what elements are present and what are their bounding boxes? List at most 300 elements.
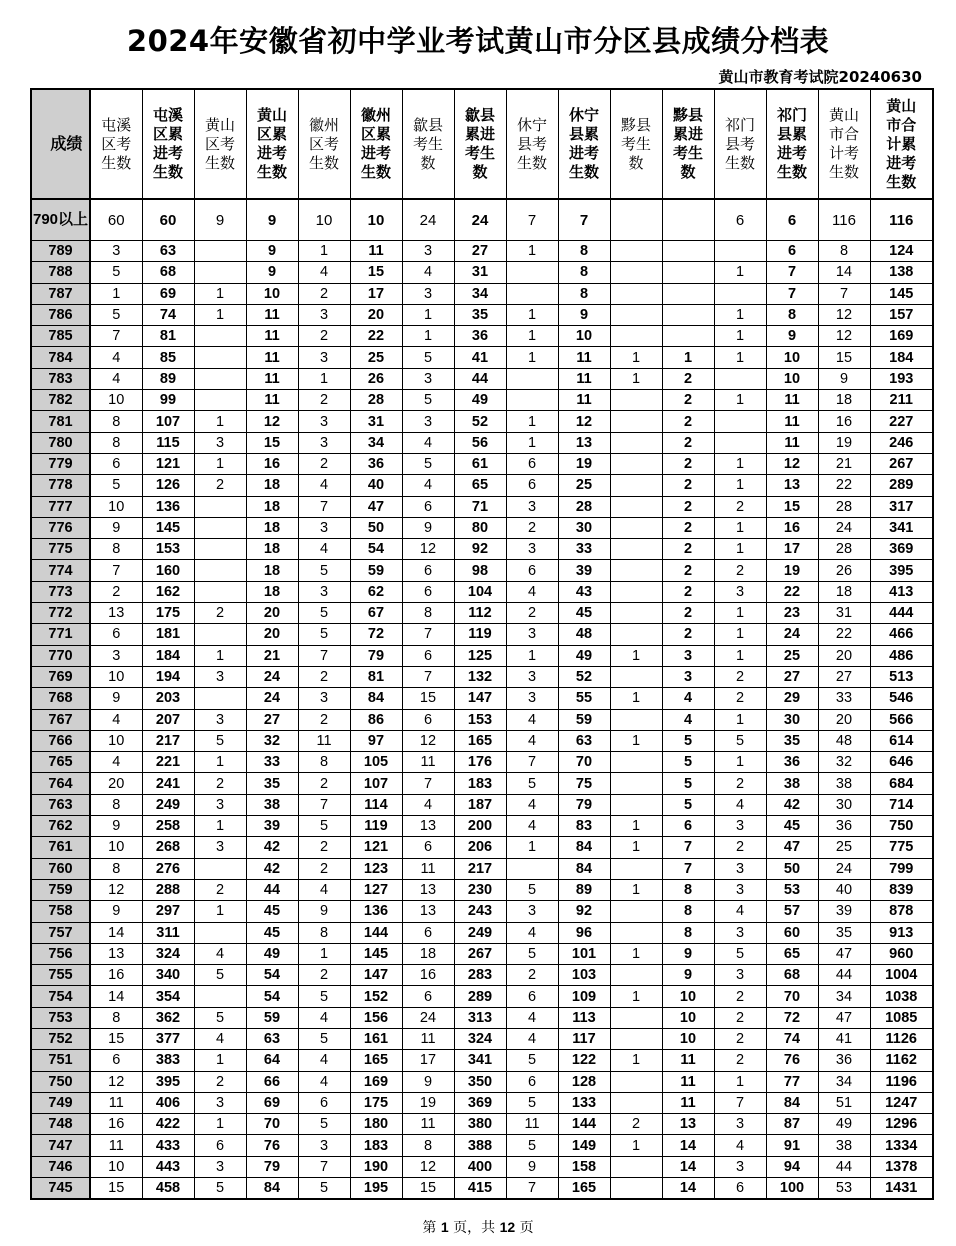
table-row — [31, 624, 933, 645]
column-header — [870, 89, 933, 199]
table-cell: 32 — [818, 752, 870, 773]
table-cell: 79 — [350, 645, 402, 666]
table-cell: 11 — [766, 390, 818, 411]
table-cell — [610, 794, 662, 815]
table-cell — [506, 858, 558, 879]
table-cell: 11 — [90, 1092, 142, 1113]
table-cell: 283 — [454, 965, 506, 986]
table-cell: 10 — [90, 730, 142, 751]
table-cell: 28 — [350, 390, 402, 411]
table-cell: 2 — [662, 560, 714, 581]
table-cell: 144 — [350, 922, 402, 943]
table-cell: 2 — [298, 773, 350, 794]
table-cell: 1 — [194, 1114, 246, 1135]
score-cell: 746 — [31, 1156, 90, 1177]
table-cell: 714 — [870, 794, 933, 815]
table-cell — [610, 581, 662, 602]
table-cell: 3 — [402, 241, 454, 262]
table-cell: 6 — [298, 1092, 350, 1113]
score-cell: 787 — [31, 283, 90, 304]
table-cell — [610, 603, 662, 624]
table-cell: 9 — [90, 517, 142, 538]
table-cell: 42 — [766, 794, 818, 815]
table-cell: 227 — [870, 411, 933, 432]
table-cell — [662, 326, 714, 347]
table-cell — [610, 624, 662, 645]
table-cell: 18 — [246, 496, 298, 517]
table-cell: 11 — [402, 1114, 454, 1135]
table-cell: 19 — [818, 432, 870, 453]
table-cell: 1 — [90, 283, 142, 304]
table-cell: 8 — [558, 241, 610, 262]
table-cell: 4 — [402, 794, 454, 815]
table-cell: 9 — [662, 965, 714, 986]
table-cell: 2 — [506, 603, 558, 624]
table-cell — [194, 539, 246, 560]
table-cell: 4 — [662, 688, 714, 709]
table-cell: 47 — [818, 1007, 870, 1028]
table-cell: 5 — [298, 603, 350, 624]
table-cell: 8 — [662, 879, 714, 900]
table-cell: 27 — [766, 666, 818, 687]
table-cell: 14 — [662, 1135, 714, 1156]
table-cell: 136 — [350, 901, 402, 922]
table-cell: 7 — [506, 199, 558, 241]
column-header-label: 黟县考生数 — [620, 116, 651, 172]
table-cell: 10 — [90, 1156, 142, 1177]
table-row — [31, 837, 933, 858]
table-cell: 57 — [766, 901, 818, 922]
column-header-label: 黟县累进考生数 — [672, 107, 703, 181]
footer-page-number: 1 — [440, 1219, 449, 1235]
table-cell: 5 — [714, 943, 766, 964]
table-cell: 6 — [714, 199, 766, 241]
table-cell: 566 — [870, 709, 933, 730]
table-cell: 288 — [142, 879, 194, 900]
table-body — [31, 199, 933, 1199]
table-cell: 28 — [818, 496, 870, 517]
table-cell: 107 — [350, 773, 402, 794]
table-cell: 31 — [350, 411, 402, 432]
table-cell: 324 — [454, 1028, 506, 1049]
table-cell: 70 — [246, 1114, 298, 1135]
table-cell: 65 — [454, 475, 506, 496]
table-cell: 121 — [350, 837, 402, 858]
table-cell: 369 — [870, 539, 933, 560]
table-cell: 3 — [506, 539, 558, 560]
table-cell: 5 — [90, 304, 142, 325]
table-cell: 7 — [506, 752, 558, 773]
table-cell: 16 — [90, 1114, 142, 1135]
table-cell — [610, 199, 662, 241]
table-row — [31, 901, 933, 922]
table-cell: 20 — [818, 709, 870, 730]
table-cell: 39 — [558, 560, 610, 581]
table-cell: 27 — [454, 241, 506, 262]
table-cell: 180 — [350, 1114, 402, 1135]
table-cell: 36 — [454, 326, 506, 347]
table-cell — [610, 496, 662, 517]
table-cell: 2 — [714, 773, 766, 794]
table-row — [31, 1028, 933, 1049]
table-cell: 1 — [714, 752, 766, 773]
table-cell: 158 — [558, 1156, 610, 1177]
table-cell: 48 — [558, 624, 610, 645]
score-cell: 756 — [31, 943, 90, 964]
table-cell: 377 — [142, 1028, 194, 1049]
table-cell: 165 — [558, 1178, 610, 1200]
table-cell: 24 — [818, 858, 870, 879]
table-cell — [610, 475, 662, 496]
table-cell: 36 — [350, 453, 402, 474]
table-cell: 646 — [870, 752, 933, 773]
table-cell: 2 — [298, 453, 350, 474]
table-cell: 48 — [818, 730, 870, 751]
table-cell: 9 — [194, 199, 246, 241]
score-cell: 771 — [31, 624, 90, 645]
table-cell: 9 — [818, 368, 870, 389]
table-cell: 1 — [610, 645, 662, 666]
column-header-label: 黄山区累进考生数 — [256, 107, 287, 181]
table-cell: 33 — [246, 752, 298, 773]
score-cell: 776 — [31, 517, 90, 538]
table-cell: 11 — [402, 752, 454, 773]
table-cell: 6 — [402, 496, 454, 517]
table-cell: 3 — [402, 411, 454, 432]
table-cell — [610, 432, 662, 453]
table-cell: 7 — [298, 794, 350, 815]
table-cell: 63 — [142, 241, 194, 262]
column-header-label: 祁门县考生数 — [724, 116, 755, 172]
table-cell: 11 — [558, 368, 610, 389]
table-cell: 7 — [714, 1092, 766, 1113]
table-cell: 11 — [662, 1071, 714, 1092]
table-cell: 2 — [506, 965, 558, 986]
table-cell: 1 — [298, 368, 350, 389]
table-cell: 2 — [662, 432, 714, 453]
table-row — [31, 666, 933, 687]
table-cell: 12 — [402, 730, 454, 751]
score-cell: 747 — [31, 1135, 90, 1156]
table-cell: 317 — [870, 496, 933, 517]
table-cell: 1 — [610, 816, 662, 837]
table-cell — [610, 858, 662, 879]
table-cell: 4 — [194, 943, 246, 964]
table-cell: 7 — [558, 199, 610, 241]
table-cell: 3 — [714, 965, 766, 986]
table-cell: 17 — [402, 1050, 454, 1071]
table-row — [31, 1135, 933, 1156]
table-cell: 6 — [402, 922, 454, 943]
table-cell: 2 — [714, 1050, 766, 1071]
table-cell — [506, 390, 558, 411]
table-row — [31, 603, 933, 624]
table-cell — [194, 326, 246, 347]
table-cell: 15 — [766, 496, 818, 517]
table-row — [31, 241, 933, 262]
table-cell: 47 — [766, 837, 818, 858]
table-cell: 2 — [194, 603, 246, 624]
table-cell — [194, 858, 246, 879]
table-cell — [194, 986, 246, 1007]
table-cell: 24 — [402, 199, 454, 241]
table-row — [31, 1050, 933, 1071]
table-cell: 7 — [298, 496, 350, 517]
table-cell: 12 — [246, 411, 298, 432]
table-cell: 114 — [350, 794, 402, 815]
table-cell: 12 — [402, 1156, 454, 1177]
table-cell: 3 — [298, 411, 350, 432]
table-cell: 175 — [350, 1092, 402, 1113]
table-cell: 6 — [714, 1178, 766, 1200]
table-cell: 8 — [90, 1007, 142, 1028]
table-cell: 183 — [350, 1135, 402, 1156]
table-cell: 61 — [454, 453, 506, 474]
table-cell: 15 — [246, 432, 298, 453]
table-cell: 84 — [558, 837, 610, 858]
table-header-row — [31, 89, 933, 199]
table-cell — [194, 581, 246, 602]
table-cell: 3 — [662, 666, 714, 687]
score-cell: 768 — [31, 688, 90, 709]
table-cell: 49 — [246, 943, 298, 964]
table-cell: 68 — [142, 262, 194, 283]
table-cell: 96 — [558, 922, 610, 943]
table-cell: 1 — [714, 347, 766, 368]
score-cell: 758 — [31, 901, 90, 922]
table-cell: 913 — [870, 922, 933, 943]
table-cell: 25 — [818, 837, 870, 858]
table-cell: 42 — [246, 837, 298, 858]
table-cell: 1 — [194, 453, 246, 474]
table-cell: 4 — [298, 1050, 350, 1071]
table-cell: 4 — [506, 709, 558, 730]
column-header-label: 屯溪区考生数 — [101, 116, 132, 172]
table-cell: 11 — [558, 347, 610, 368]
table-cell: 3 — [402, 368, 454, 389]
score-cell: 782 — [31, 390, 90, 411]
column-header — [350, 89, 402, 199]
table-cell: 56 — [454, 432, 506, 453]
score-cell: 777 — [31, 496, 90, 517]
table-cell: 16 — [402, 965, 454, 986]
table-cell: 3 — [298, 1135, 350, 1156]
table-cell — [714, 368, 766, 389]
table-cell: 11 — [90, 1135, 142, 1156]
table-cell: 3 — [194, 794, 246, 815]
table-cell — [662, 283, 714, 304]
column-header — [298, 89, 350, 199]
table-cell: 81 — [350, 666, 402, 687]
table-cell: 22 — [766, 581, 818, 602]
table-cell: 1 — [194, 283, 246, 304]
score-cell: 749 — [31, 1092, 90, 1113]
column-header-label: 休宁县累进考生数 — [568, 107, 599, 181]
table-cell: 200 — [454, 816, 506, 837]
table-cell: 8 — [818, 241, 870, 262]
table-cell: 2 — [662, 603, 714, 624]
table-cell: 1 — [194, 752, 246, 773]
table-cell — [610, 901, 662, 922]
table-cell: 3 — [194, 1092, 246, 1113]
score-cell: 781 — [31, 411, 90, 432]
table-cell: 49 — [454, 390, 506, 411]
table-cell: 79 — [558, 794, 610, 815]
table-cell: 4 — [714, 901, 766, 922]
table-cell: 113 — [558, 1007, 610, 1028]
table-cell: 1 — [194, 645, 246, 666]
score-cell: 752 — [31, 1028, 90, 1049]
table-cell: 71 — [454, 496, 506, 517]
table-cell: 2 — [662, 517, 714, 538]
table-cell: 8 — [402, 603, 454, 624]
table-cell: 27 — [818, 666, 870, 687]
table-cell: 3 — [298, 517, 350, 538]
table-row — [31, 517, 933, 538]
table-row — [31, 368, 933, 389]
table-cell: 513 — [870, 666, 933, 687]
table-cell: 8 — [90, 432, 142, 453]
table-cell: 80 — [454, 517, 506, 538]
table-cell: 8 — [558, 283, 610, 304]
table-row — [31, 858, 933, 879]
table-cell: 20 — [818, 645, 870, 666]
table-cell: 24 — [818, 517, 870, 538]
table-cell: 2 — [298, 858, 350, 879]
table-cell: 4 — [90, 709, 142, 730]
table-cell: 406 — [142, 1092, 194, 1113]
page-footer — [0, 1217, 956, 1237]
table-cell: 458 — [142, 1178, 194, 1200]
table-cell: 5 — [194, 1178, 246, 1200]
table-cell: 5 — [90, 475, 142, 496]
table-cell: 119 — [454, 624, 506, 645]
table-cell: 297 — [142, 901, 194, 922]
table-cell: 19 — [558, 453, 610, 474]
table-cell: 35 — [454, 304, 506, 325]
table-cell: 9 — [558, 304, 610, 325]
table-cell: 3 — [298, 304, 350, 325]
table-cell: 8 — [402, 1135, 454, 1156]
score-cell: 761 — [31, 837, 90, 858]
table-cell: 3 — [194, 432, 246, 453]
table-cell: 341 — [454, 1050, 506, 1071]
table-cell: 4 — [298, 539, 350, 560]
table-cell: 6 — [766, 199, 818, 241]
table-cell: 5 — [662, 730, 714, 751]
table-cell — [610, 922, 662, 943]
table-cell: 4 — [90, 752, 142, 773]
table-cell: 466 — [870, 624, 933, 645]
table-cell: 30 — [766, 709, 818, 730]
table-cell — [610, 304, 662, 325]
column-header-label: 休宁县考生数 — [516, 116, 547, 172]
table-cell: 69 — [142, 283, 194, 304]
table-row — [31, 688, 933, 709]
table-cell — [610, 752, 662, 773]
table-cell: 5 — [402, 390, 454, 411]
table-cell: 84 — [350, 688, 402, 709]
score-cell: 766 — [31, 730, 90, 751]
table-cell: 1 — [402, 304, 454, 325]
table-cell: 11 — [662, 1092, 714, 1113]
table-cell: 5 — [714, 730, 766, 751]
column-header-label: 祁门县累进考生数 — [776, 107, 807, 181]
table-cell: 10 — [90, 390, 142, 411]
table-cell: 2 — [506, 517, 558, 538]
table-cell: 5 — [194, 965, 246, 986]
table-cell: 11 — [402, 858, 454, 879]
table-cell: 145 — [870, 283, 933, 304]
table-cell: 162 — [142, 581, 194, 602]
table-cell: 85 — [142, 347, 194, 368]
table-cell — [714, 411, 766, 432]
table-cell: 11 — [558, 390, 610, 411]
table-cell — [194, 517, 246, 538]
table-cell: 2 — [714, 688, 766, 709]
table-cell: 9 — [402, 1071, 454, 1092]
table-cell: 395 — [870, 560, 933, 581]
table-cell — [610, 1092, 662, 1113]
table-cell: 11 — [662, 1050, 714, 1071]
table-cell: 2 — [662, 624, 714, 645]
table-row — [31, 794, 933, 815]
table-cell: 6 — [506, 453, 558, 474]
column-header — [610, 89, 662, 199]
table-cell: 4 — [402, 262, 454, 283]
table-cell: 9 — [298, 901, 350, 922]
table-cell: 119 — [350, 816, 402, 837]
table-cell — [610, 326, 662, 347]
table-cell: 20 — [246, 603, 298, 624]
table-cell: 1 — [610, 879, 662, 900]
table-cell: 5 — [662, 752, 714, 773]
table-cell: 5 — [662, 773, 714, 794]
score-cell: 763 — [31, 794, 90, 815]
table-cell: 3 — [298, 688, 350, 709]
footer-prefix: 第 — [422, 1220, 437, 1236]
table-cell: 415 — [454, 1178, 506, 1200]
table-cell: 10 — [662, 1028, 714, 1049]
table-cell — [506, 262, 558, 283]
table-cell: 26 — [818, 560, 870, 581]
table-cell: 7 — [402, 666, 454, 687]
table-cell: 8 — [662, 901, 714, 922]
table-cell — [194, 496, 246, 517]
table-cell — [714, 432, 766, 453]
table-cell: 84 — [766, 1092, 818, 1113]
table-cell: 8 — [90, 858, 142, 879]
table-cell: 8 — [766, 304, 818, 325]
table-cell: 60 — [142, 199, 194, 241]
table-cell: 18 — [246, 581, 298, 602]
table-cell: 87 — [766, 1114, 818, 1135]
table-cell: 4 — [506, 1007, 558, 1028]
table-cell: 38 — [818, 773, 870, 794]
table-cell: 2 — [610, 1114, 662, 1135]
table-cell: 2 — [662, 390, 714, 411]
table-cell: 6 — [402, 560, 454, 581]
table-cell: 59 — [558, 709, 610, 730]
table-cell: 19 — [766, 560, 818, 581]
footer-total-pages: 12 — [499, 1219, 516, 1235]
source-label: 黄山市教育考试院20240630 — [718, 68, 922, 86]
table-cell: 1 — [714, 262, 766, 283]
table-row — [31, 390, 933, 411]
table-cell: 24 — [454, 199, 506, 241]
table-cell: 267 — [870, 453, 933, 474]
table-cell: 6 — [402, 645, 454, 666]
